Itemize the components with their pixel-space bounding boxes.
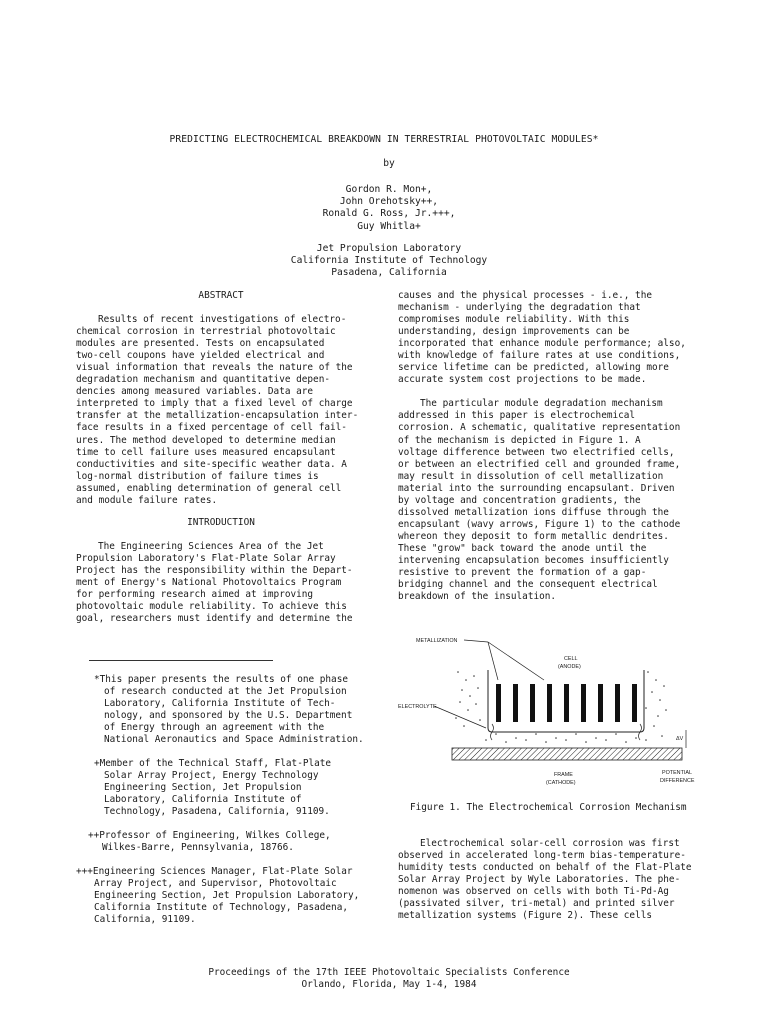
text-line: understanding, design improvements can be (398, 326, 630, 338)
text-line: Wilkes-Barre, Pennsylvania, 18766. (102, 842, 294, 854)
affiliation-line: Pasadena, California (331, 267, 447, 279)
introduction-body (76, 541, 366, 625)
text-line: The particular module degradation mechanism (420, 398, 663, 410)
text-line: +++Engineering Sciences Manager, Flat-Plate Solar (76, 866, 353, 877)
text-line: humidity tests conducted on behalf of the Flat-Plate (398, 862, 692, 874)
text-line: Solar Array Project, Energy Technology (104, 770, 319, 782)
text-line: Laboratory, California Institute of Tech- (104, 698, 336, 710)
text-line: addressed in this paper is electrochemical (398, 410, 636, 422)
text-line: Results of recent investigations of electro- (98, 314, 347, 326)
text-line: voltage difference between two electrified cells, (398, 446, 675, 458)
text-line: encapsulant (wavy arrows, Figure 1) to the cathode (398, 518, 681, 530)
text-line: may result in dissolution of cell metallization (398, 470, 664, 482)
author-list (0, 184, 768, 233)
text-line: material into the surrounding encapsulant. Driven (398, 482, 675, 494)
paragraph (398, 398, 700, 603)
footer-line: Orlando, Florida, May 1-4, 1984 (301, 979, 477, 990)
affiliation-line: California Institute of Technology (290, 255, 488, 267)
label-metallization: METALLIZATION (416, 638, 458, 644)
text-line: Laboratory, California Institute of (104, 794, 302, 806)
label-potential: POTENTIAL (662, 770, 692, 776)
figure-1 (396, 630, 706, 795)
text-line: visual information that reveals the nature of the (76, 362, 353, 374)
text-line: whereon they deposit to form metallic dendrites. (398, 530, 669, 542)
paragraph (398, 290, 700, 386)
paper-title: PREDICTING ELECTROCHEMICAL BREAKDOWN IN TERRESTRIAL PHOTOVOLTAIC MODULES* (169, 134, 599, 145)
text-line: Engineering Section, Jet Propulsion Laboratory, (94, 890, 360, 902)
text-line: (passivated silver, tri-metal) and printed silver (398, 898, 675, 910)
author-name: John Orehotsky++, (339, 196, 439, 208)
author-name: Gordon R. Mon+, (345, 184, 433, 195)
text-line: nology, and sponsored by the U.S. Department (104, 710, 353, 722)
text-line: interpreted to imply that a fixed level of charge (76, 398, 353, 410)
text-line: face results in a fixed percentage of cell fail- (76, 422, 347, 434)
introduction-section (76, 517, 366, 625)
abstract-body (76, 314, 366, 507)
text-line: These "grow" back toward the anode until the (398, 542, 647, 554)
text-line: resistive to prevent the formation of a gap- (398, 567, 647, 579)
abstract-section (76, 290, 366, 507)
leader-line (434, 706, 486, 728)
footnote-divider (89, 660, 273, 661)
text-line: dencies among measured variables. Data are (76, 386, 314, 398)
text-line: Array Project, and Supervisor, Photovoltaic (94, 878, 337, 890)
text-line: *This paper presents the results of one phase (94, 674, 348, 685)
text-line: photovoltaic module reliability. To achieve this (76, 601, 347, 613)
text-line: The Engineering Sciences Area of the Jet (98, 541, 324, 553)
introduction-heading: INTRODUCTION (187, 517, 255, 528)
text-line: with knowledge of failure rates at use conditions, (398, 350, 681, 362)
text-line: two-cell coupons have yielded electrical and (76, 350, 325, 362)
text-line: Electrochemical solar-cell corrosion was first (420, 838, 680, 849)
byline: by (383, 158, 395, 169)
frame-hatched (452, 748, 682, 760)
text-line: Engineering Section, Jet Propulsion (104, 782, 302, 794)
text-line: metallization systems (Figure 2). These cells (398, 910, 652, 922)
leader-line (464, 640, 488, 642)
text-line: time to cell failure uses measured encapsulant (76, 446, 336, 458)
label-frame: FRAME (554, 772, 573, 778)
footnote (76, 866, 359, 926)
label-delta-v: ΔV (676, 736, 684, 742)
text-line: for performing research aimed at improving (76, 589, 314, 601)
text-line: Solar Array Project by Wyle Laboratories. The phe- (398, 874, 681, 886)
author-name: Guy Whitla+ (357, 220, 421, 232)
footnote (94, 674, 364, 746)
text-line: and module failure rates. (76, 494, 218, 506)
affiliation (0, 243, 768, 280)
label-cell: CELL (564, 656, 578, 662)
text-line: transfer at the metallization-encapsulation inter- (76, 410, 359, 422)
text-line: California, 91109. (94, 914, 196, 926)
label-cathode: (CATHODE) (546, 780, 576, 786)
footnote (94, 758, 331, 818)
text-line: +Member of the Technical Staff, Flat-Plate (94, 758, 332, 769)
abstract-heading: ABSTRACT (198, 290, 244, 301)
text-line: conductivities and site-specific weather data. A (76, 458, 347, 470)
label-difference: DIFFERENCE (660, 778, 695, 784)
text-line: California Institute of Technology, Pasadena, (94, 902, 348, 914)
text-line: mechanism - underlying the degradation that (398, 302, 641, 314)
text-line: goal, researchers must identify and determine the (76, 613, 353, 625)
text-line: ment of Energy's National Photovoltaics Program (76, 577, 342, 589)
footnote (88, 830, 331, 854)
text-line: modules are presented. Tests on encapsulated (76, 338, 325, 350)
corrosion-diagram (396, 630, 706, 795)
text-line: or between an electrified cell and grounded frame, (398, 458, 681, 470)
text-line: National Aeronautics and Space Administration. (104, 734, 364, 746)
footer-line: Proceedings of the 17th IEEE Photovoltaic Specialists Conference (208, 967, 570, 978)
text-line: incorporated that enhance module performance; also, (398, 338, 686, 350)
text-line: dissolved metallization ions diffuse through the (398, 506, 669, 518)
text-line: service lifetime can be predicted, allowing more (398, 362, 669, 374)
text-line: nomenon was observed on cells with both Ti-Pd-Ag (398, 886, 669, 898)
text-line: ++Professor of Engineering, Wilkes College, (88, 830, 331, 841)
text-line: Project has the responsibility within the Depart- (76, 565, 353, 577)
text-line: breakdown of the insulation. (398, 591, 557, 603)
text-line: log-normal distribution of failure times is (76, 470, 319, 482)
text-line: corrosion. A schematic, qualitative representation (398, 422, 681, 434)
text-line: of research conducted at the Jet Propulsion (104, 686, 347, 698)
text-line: degradation mechanism and quantitative depen- (76, 374, 330, 386)
text-line: Technology, Pasadena, California, 91109. (104, 806, 330, 818)
author-name: Ronald G. Ross, Jr.+++, (322, 208, 456, 220)
text-line: accurate system cost projections to be made. (398, 374, 647, 386)
text-line: by voltage and concentration gradients, the (398, 494, 641, 506)
text-line: of the mechanism is depicted in Figure 1. A (398, 434, 641, 446)
text-line: chemical corrosion in terrestrial photovoltaic (76, 326, 336, 338)
proceedings-footer (0, 967, 768, 991)
affiliation-line: Jet Propulsion Laboratory (316, 243, 462, 254)
text-line: compromises module reliability. With this (398, 314, 630, 326)
text-line: intervening encapsulation becomes insufficiently (398, 554, 669, 566)
right-column-text-lower (398, 838, 700, 922)
label-anode: (ANODE) (558, 664, 581, 670)
right-column-text (398, 290, 700, 603)
metallization-fingers (496, 684, 637, 722)
text-line: assumed, enabling determination of general cell (76, 482, 342, 494)
text-line: observed in accelerated long-term bias-temperature- (398, 850, 686, 862)
text-line: of Energy through an agreement with the (104, 722, 325, 734)
text-line: ures. The method developed to determine median (76, 434, 336, 446)
text-line: bridging channel and the consequent electrical (398, 579, 658, 591)
text-line: causes and the physical processes - i.e., the (398, 290, 652, 301)
figure-caption: Figure 1. The Electrochemical Corrosion Mechanism (410, 802, 687, 813)
label-electrolyte: ELECTROLYTE (398, 704, 437, 710)
text-line: Propulsion Laboratory's Flat-Plate Solar Array (76, 553, 336, 565)
